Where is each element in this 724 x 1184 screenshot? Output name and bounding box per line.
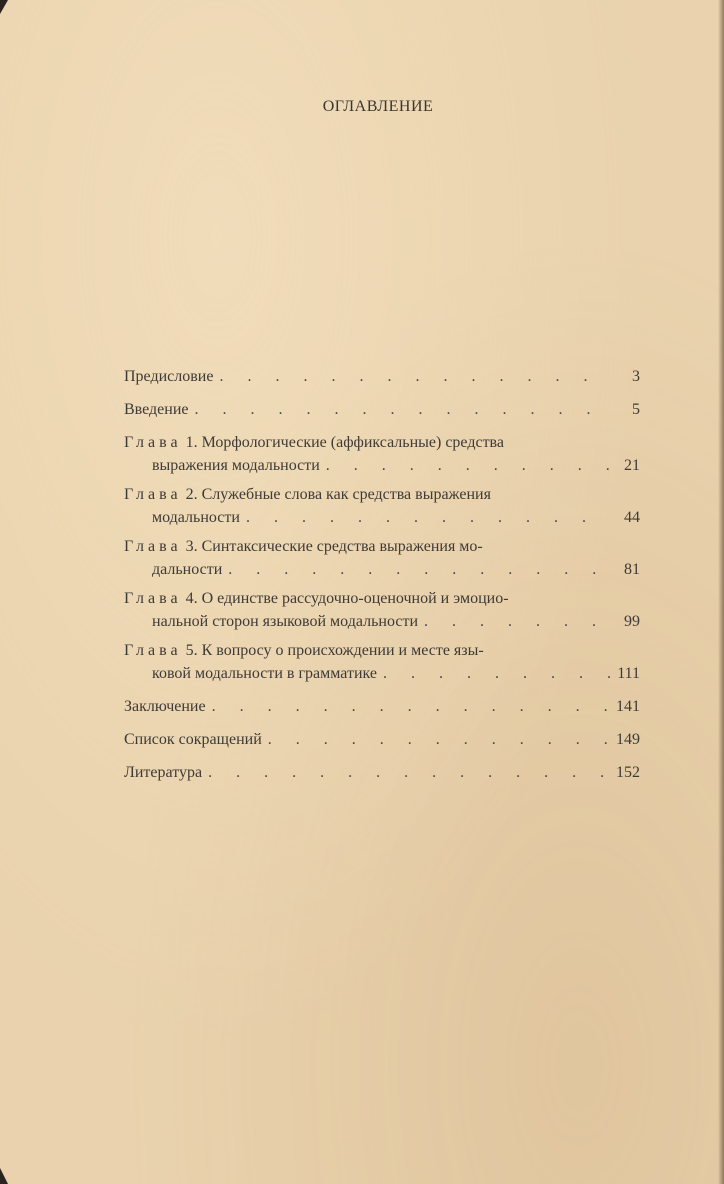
toc-entry-title: Заключение [124,698,206,715]
chapter-prefix: Глава [124,434,182,451]
chapter-prefix: Глава [124,590,182,607]
toc-entry-chapter-1[interactable] [124,432,640,478]
toc-page-number: 3 [632,368,640,385]
dot-leader [222,559,610,581]
toc-entry-title: Список сокращений [124,731,262,748]
toc-entry-introduction[interactable] [124,399,640,422]
dot-leader [377,663,610,685]
toc-entry-chapter-2[interactable] [124,484,640,530]
dot-leader [213,366,610,388]
chapter-prefix: Глава [124,486,182,503]
dot-leader [262,729,610,751]
toc-entry-abbreviations[interactable] [124,729,640,752]
toc-entry-title: 3. Синтаксические средства выражения мо- [185,538,483,555]
toc-entry-title: Введение [124,401,189,418]
toc-entry-title-cont: модальности [152,509,240,526]
toc-entry-title-cont: ковой модальности в грамматике [152,665,377,682]
dot-leader [320,455,610,477]
dot-leader [202,762,610,784]
toc-page-number: 152 [616,764,640,781]
toc-entry-title: Предисловие [124,368,214,385]
table-of-contents [124,366,640,785]
toc-entry-title: 2. Служебные слова как средства выражения [185,486,491,503]
page-edge-shadow [718,0,724,1184]
toc-page-number: 81 [624,561,640,578]
dot-leader [418,611,610,633]
toc-entry-title: 5. К вопросу о происхождении и месте язы- [185,642,484,659]
toc-entry-preface[interactable] [124,366,640,389]
scan-corner-mark-top [0,0,8,14]
toc-page-number: 5 [632,401,640,418]
dot-leader [206,696,610,718]
chapter-prefix: Глава [124,538,182,555]
dot-leader [189,399,611,421]
toc-page-number: 99 [624,613,640,630]
dot-leader [240,507,610,529]
toc-entry-title-cont: дальности [152,561,223,578]
scan-corner-mark-bottom [0,1168,8,1184]
toc-page-number: 111 [617,665,640,682]
toc-entry-title-cont: нальной сторон языковой модальности [152,613,418,630]
toc-entry-title: 1. Морфологические (аффиксальные) средства [185,434,504,451]
toc-page-number: 44 [624,509,640,526]
toc-entry-chapter-5[interactable] [124,640,640,686]
toc-entry-title-cont: выражения модальности [152,457,320,474]
toc-entry-chapter-4[interactable] [124,588,640,634]
toc-entry-title: Литература [124,764,203,781]
toc-entry-chapter-3[interactable] [124,536,640,582]
toc-page-number: 21 [624,457,640,474]
toc-page-number: 149 [616,731,640,748]
toc-page-number: 141 [616,698,640,715]
chapter-prefix: Глава [124,642,182,659]
toc-entry-title: 4. О единстве рассудочно-оценочной и эмоцио- [185,590,509,607]
toc-entry-literature[interactable] [124,762,640,785]
toc-entry-conclusion[interactable] [124,696,640,719]
page-title: ОГЛАВЛЕНИЕ [322,98,434,115]
